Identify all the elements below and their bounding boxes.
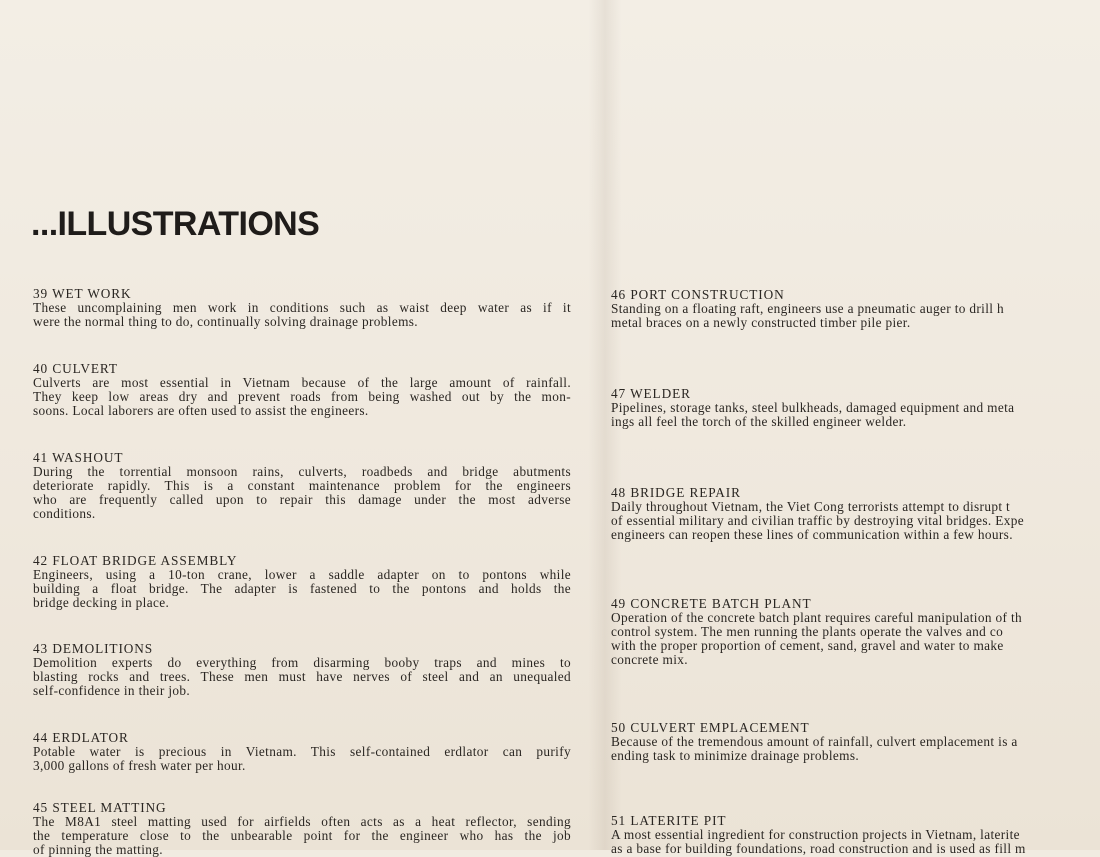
- caption-title: 39 WET WORK: [33, 286, 132, 301]
- caption-title: 48 BRIDGE REPAIR: [611, 485, 741, 500]
- caption-entry: [611, 387, 1100, 429]
- caption-entry: [33, 287, 571, 329]
- caption-text: [33, 815, 571, 857]
- caption-text: [611, 735, 1100, 763]
- caption-line: as a base for building foundations, road construction and is used as fill m: [611, 841, 1026, 856]
- caption-text: [611, 302, 1100, 330]
- caption-line: During the torrential monsoon rains, culverts, roadbeds and bridge abutments: [33, 464, 571, 479]
- caption-line: Pipelines, storage tanks, steel bulkheads, damaged equipment and meta: [611, 400, 1015, 415]
- caption-title: 49 CONCRETE BATCH PLANT: [611, 596, 812, 611]
- caption-entry: [611, 721, 1100, 763]
- caption-title: 45 STEEL MATTING: [33, 800, 167, 815]
- caption-text: [33, 656, 571, 698]
- caption-line: The M8A1 steel matting used for airfields often acts as a heat reflector, sending: [33, 814, 571, 829]
- caption-title: 51 LATERITE PIT: [611, 813, 727, 828]
- caption-line: the temperature close to the unbearable point for the engineer who has the job: [33, 828, 571, 843]
- caption-title: 50 CULVERT EMPLACEMENT: [611, 720, 810, 735]
- caption-text: [611, 500, 1100, 542]
- caption-line: ending task to minimize drainage problems.: [611, 748, 860, 763]
- caption-title: 44 ERDLATOR: [33, 730, 129, 745]
- caption-title: 46 PORT CONSTRUCTION: [611, 287, 785, 302]
- caption-entry: [611, 486, 1100, 542]
- caption-line: Demolition experts do everything from disarming booby traps and mines to: [33, 655, 571, 670]
- caption-line: self-confidence in their job.: [33, 683, 191, 698]
- caption-line: soons. Local laborers are often used to assist the engineers.: [33, 403, 369, 418]
- caption-line: with the proper proportion of cement, sand, gravel and water to make: [611, 638, 1004, 653]
- section-heading: ...ILLUSTRATIONS: [31, 205, 320, 243]
- caption-line: Because of the tremendous amount of rainfall, culvert emplacement is a: [611, 734, 1018, 749]
- caption-title: 41 WASHOUT: [33, 450, 124, 465]
- caption-line: deteriorate rapidly. This is a constant maintenance problem for the engineers: [33, 478, 571, 493]
- caption-text: [611, 611, 1100, 667]
- caption-line: Potable water is precious in Vietnam. This self-contained erdlator can purify: [33, 744, 571, 759]
- caption-text: [611, 828, 1100, 856]
- caption-entry: [33, 731, 571, 773]
- caption-entry: [33, 642, 571, 698]
- caption-line: They keep low areas dry and prevent roads from being washed out by the mon-: [33, 389, 571, 404]
- caption-entry: [33, 451, 571, 521]
- caption-title: 47 WELDER: [611, 386, 691, 401]
- caption-line: ings all feel the torch of the skilled engineer welder.: [611, 414, 907, 429]
- caption-entry: [611, 288, 1100, 330]
- caption-line: Engineers, using a 10-ton crane, lower a saddle adapter on to pontons while: [33, 567, 571, 582]
- caption-line: metal braces on a newly constructed timber pile pier.: [611, 315, 911, 330]
- caption-line: bridge decking in place.: [33, 595, 170, 610]
- caption-title: 43 DEMOLITIONS: [33, 641, 154, 656]
- caption-line: of pinning the matting.: [33, 842, 163, 857]
- caption-title: 40 CULVERT: [33, 361, 118, 376]
- caption-text: [33, 465, 571, 521]
- caption-line: who are frequently called upon to repair this damage under the most adverse: [33, 492, 571, 507]
- caption-title: 42 FLOAT BRIDGE ASSEMBLY: [33, 553, 238, 568]
- caption-entry: [611, 597, 1100, 667]
- caption-entry: [33, 554, 571, 610]
- caption-line: conditions.: [33, 506, 96, 521]
- caption-line: Standing on a floating raft, engineers use a pneumatic auger to drill h: [611, 301, 1004, 316]
- caption-text: [33, 568, 571, 610]
- caption-line: engineers can reopen these lines of communication within a few hours.: [611, 527, 1013, 542]
- caption-text: [33, 745, 571, 773]
- caption-line: building a float bridge. The adapter is fastened to the pontons and holds the: [33, 581, 571, 596]
- caption-line: A most essential ingredient for construction projects in Vietnam, laterite: [611, 827, 1020, 842]
- caption-line: These uncomplaining men work in conditions such as waist deep water as if it: [33, 300, 571, 315]
- caption-entry: [33, 362, 571, 418]
- caption-line: concrete mix.: [611, 652, 688, 667]
- caption-line: 3,000 gallons of fresh water per hour.: [33, 758, 246, 773]
- caption-line: of essential military and civilian traffic by destroying vital bridges. Expe: [611, 513, 1024, 528]
- caption-text: [611, 401, 1100, 429]
- caption-line: were the normal thing to do, continually solving drainage problems.: [33, 314, 418, 329]
- caption-entry: [33, 801, 571, 857]
- caption-line: Operation of the concrete batch plant requires careful manipulation of th: [611, 610, 1023, 625]
- caption-text: [33, 376, 571, 418]
- caption-line: blasting rocks and trees. These men must have nerves of steel and an unequaled: [33, 669, 571, 684]
- caption-line: Daily throughout Vietnam, the Viet Cong terrorists attempt to disrupt t: [611, 499, 1011, 514]
- caption-line: control system. The men running the plants operate the valves and co: [611, 624, 1004, 639]
- caption-text: [33, 301, 571, 329]
- caption-line: Culverts are most essential in Vietnam because of the large amount of rainfall.: [33, 375, 571, 390]
